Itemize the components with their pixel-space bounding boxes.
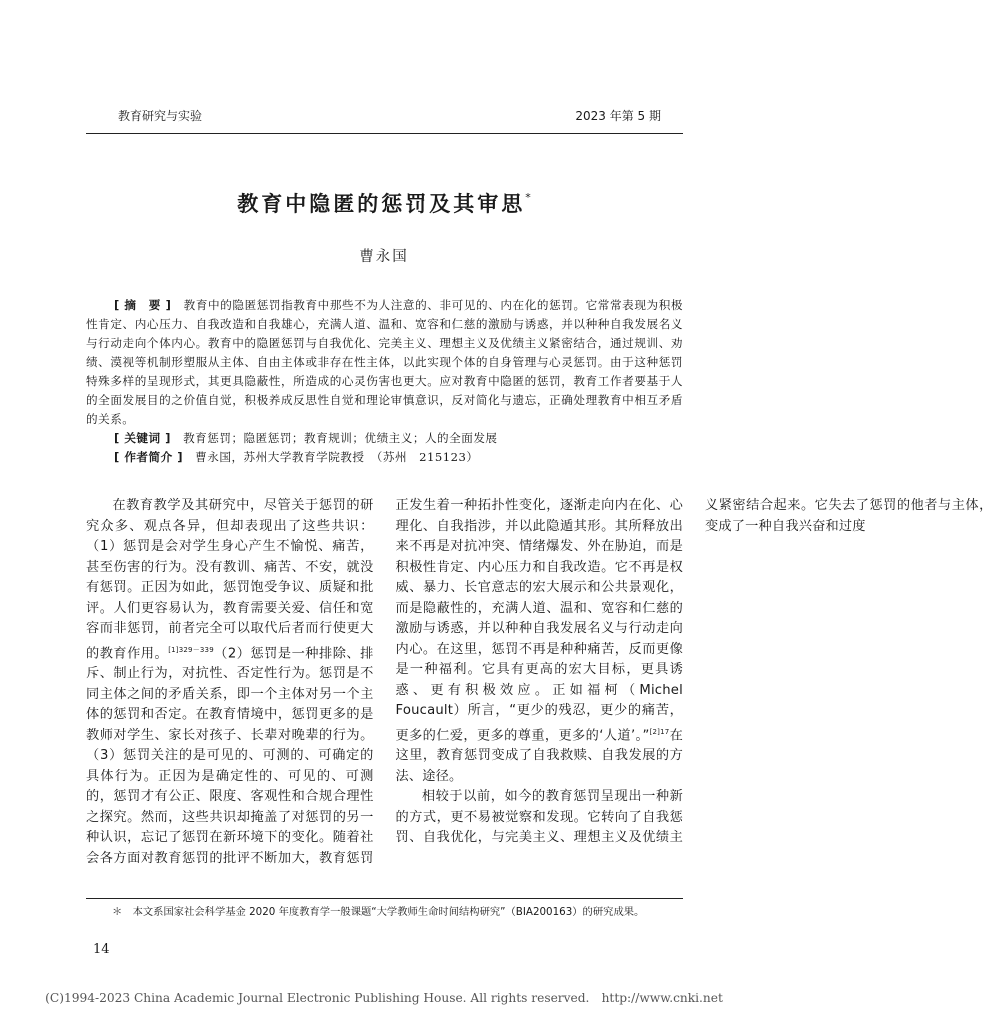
issue-label: 2023 年第 5 期 bbox=[575, 109, 661, 123]
keywords-text: 教育惩罚；隐匿惩罚；教育规训；优绩主义；人的全面发展 bbox=[183, 431, 498, 445]
journal-name: 教育研究与实验 bbox=[118, 109, 203, 123]
article-body bbox=[86, 496, 993, 886]
footnote-rule bbox=[86, 898, 683, 899]
copyright-notice: (C)1994-2023 China Academic Journal Electronic Publishing House. All rights reserved. http://www.cnki.net bbox=[45, 991, 723, 1005]
body-text-1a: 在教育教学及其研究中，尽管关于惩罚的研究众多、观点各异，但却表现出了这些共识：（1）惩罚是会对学生身心产生不愉悦、痛苦，甚至伤害的行为。没有教训、痛苦、不安，就没有惩罚。正因为如此，惩罚饱受争议、质疑和批评。人们更容易认为，教育需要关爱、信任和宽容而非惩罚，前者完全可以取代后者而行使更大的教育作用。 bbox=[86, 498, 374, 661]
keywords-label: [ 关键词 ] bbox=[114, 431, 171, 445]
header-rule bbox=[86, 133, 683, 134]
author-bio-line bbox=[86, 448, 683, 467]
author-bio-label: [ 作者简介 ] bbox=[114, 450, 184, 464]
abstract-paragraph bbox=[86, 296, 683, 429]
running-header bbox=[118, 107, 661, 124]
footnote: ＊ 本文系国家社会科学基金 2020 年度教育学一般课题“大学教师生命时间结构研究”（BIA200163）的研究成果。 bbox=[112, 906, 645, 918]
body-paragraph-2: 相较于以前，如今的教育惩罚呈现出一种新的方式，更不易被觉察和发现。它转向了自我惩罚、自我优化，与完美主义、理想主义及优绩主义紧密结合起来。它失去了惩罚的他者与主体，变成了一种自我兴奋和过度 bbox=[395, 498, 993, 846]
article-title bbox=[0, 188, 768, 218]
author-name: 曹永国 bbox=[359, 249, 409, 265]
title-footnote-mark: * bbox=[525, 191, 531, 204]
body-text-1b: （2）惩罚是一种排除、排斥、制止行为，对抗性、否定性行为。惩罚是不同主体之间的矛盾关系，即一个主体对另一个主体的惩罚和否定。在教育情境中，惩罚更多的是教师对学生、家长对孩子、长辈对晚辈的行为。（3）惩罚关注的是可见的、可测的、可确定的具体行为。正因为是确定性的、可见的、可测的，惩罚才有公正、限度、客观性和合规合理性之探究。然而，这些共识却掩盖了对惩罚的另一种认识，忘记了惩罚在新环境下的变化。随着社会各方面对教育惩罚的批评不断加大，教育惩罚正发生着一种拓扑性变化，逐渐走向内在化、心理化、自我指涉，并以此隐遁其形。其所释放出来不再是对抗冲突、情绪爆发、外在胁迫，而是积极性肯定、内心压力和自我改造。它不再是权威、暴力、长官意志的宏大展示和公共景观化，而是隐蔽性的，充满人道、温和、宽容和仁慈的激励与诱惑，并以种种自我发展名义与行动走向内心。在这里，惩罚不再是种种痛苦，反而更像是一种福利。它具有更高的宏大目标，更具诱惑、更有积极效应。正如福柯（Michel Foucault）所言，“更少的残忍，更少的痛苦，更多的仁爱，更多的尊重，更多的‘人道’。” bbox=[86, 498, 683, 866]
author-bio-text: 曹永国，苏州大学教育学院教授 （苏州 215123） bbox=[195, 450, 479, 464]
keywords-line bbox=[86, 429, 683, 448]
page-number: 14 bbox=[93, 942, 110, 957]
body-text-1c: 在这里，教育惩罚变成了自我救赎、自我发展的方法、途径。 bbox=[395, 727, 683, 784]
abstract-label: [ 摘 要 ] bbox=[114, 298, 172, 312]
title-text: 教育中隐匿的惩罚及其审思 bbox=[237, 192, 526, 216]
abstract-block bbox=[86, 296, 683, 467]
abstract-text: 教育中的隐匿惩罚指教育中那些不为人注意的、非可见的、内在化的惩罚。它常常表现为积极性肯定、内心压力、自我改造和自我雄心，充满人道、温和、宽容和仁慈的激励与诱惑，并以种种自我发展名义与行动走向个体内心。教育中的隐匿惩罚与自我优化、完美主义、理想主义及优绩主义紧密结合，通过规训、劝绩、漠视等机制形塑服从主体、自由主体或非存在性主体，以此实现个体的自身管理与心灵惩罚。由于这种惩罚特殊多样的呈现形式，其更具隐蔽性，所造成的心灵伤害也更大。应对教育中隐匿的惩罚，教育工作者要基于人的全面发展目的之价值自觉，积极养成反思性自觉和理论审慎意识，反对简化与遗忘，正确处理教育中相互矛盾的关系。 bbox=[86, 298, 683, 426]
citation-2: [2]17 bbox=[649, 727, 670, 736]
citation-1: [1]329－339 bbox=[168, 645, 214, 654]
